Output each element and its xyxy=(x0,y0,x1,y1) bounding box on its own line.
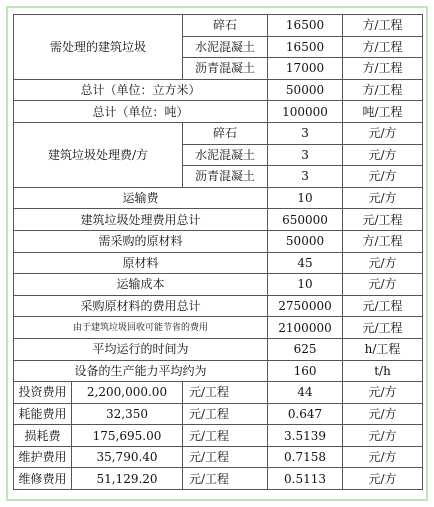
table-row xyxy=(14,360,423,382)
table-row xyxy=(14,295,423,317)
cost-label: 维护费用 xyxy=(14,446,72,468)
row-label: 由于建筑垃圾回收可能节省的费用 xyxy=(14,317,268,339)
table-row xyxy=(14,382,423,404)
cost-amount-unit: 元/工程 xyxy=(183,446,268,468)
cost-amount: 175,695.00 xyxy=(72,425,183,447)
cost-amount: 2,200,000.00 xyxy=(72,382,183,404)
sub-label: 碎石 xyxy=(183,122,268,144)
value-cell: 2100000 xyxy=(268,317,343,339)
row-label: 建筑垃圾处理费用总计 xyxy=(14,209,268,231)
value-cell: 45 xyxy=(268,252,343,274)
unit-cell: 元/方 xyxy=(343,446,423,468)
table-row xyxy=(14,317,423,339)
value-cell: 3 xyxy=(268,144,343,166)
row-label: 需处理的建筑垃圾 xyxy=(14,15,183,80)
unit-cell: 方/工程 xyxy=(343,15,423,37)
cost-amount-unit: 元/工程 xyxy=(183,425,268,447)
unit-cell: 方/工程 xyxy=(343,230,423,252)
unit-cell: 吨/工程 xyxy=(343,101,423,123)
table-row xyxy=(14,252,423,274)
unit-cell: 元/工程 xyxy=(343,295,423,317)
unit-cell: 元/方 xyxy=(343,187,423,209)
sub-label: 碎石 xyxy=(183,15,268,37)
unit-cell: 方/工程 xyxy=(343,58,423,80)
row-label: 建筑垃圾处理费/方 xyxy=(14,122,183,187)
unit-cell: 元/方 xyxy=(343,403,423,425)
table-row xyxy=(14,15,423,37)
row-label: 总计（单位：吨） xyxy=(14,101,268,123)
cost-table xyxy=(13,14,423,490)
value-cell: 50000 xyxy=(268,230,343,252)
row-label: 运输成本 xyxy=(14,274,268,296)
cost-amount-unit: 元/工程 xyxy=(183,382,268,404)
table-row xyxy=(14,446,423,468)
table-row xyxy=(14,101,423,123)
cost-amount-unit: 元/工程 xyxy=(183,468,268,490)
cost-per-unit: 0.5113 xyxy=(268,468,343,490)
unit-cell: h/工程 xyxy=(343,338,423,360)
table-row xyxy=(14,230,423,252)
unit-cell: 元/工程 xyxy=(343,317,423,339)
unit-cell: 元/方 xyxy=(343,144,423,166)
cost-per-unit: 0.7158 xyxy=(268,446,343,468)
value-cell: 10 xyxy=(268,187,343,209)
sub-label: 沥青混凝土 xyxy=(183,166,268,188)
value-cell: 3 xyxy=(268,166,343,188)
cost-per-unit: 3.5139 xyxy=(268,425,343,447)
unit-cell: 元/方 xyxy=(343,252,423,274)
cost-per-unit: 44 xyxy=(268,382,343,404)
value-cell: 100000 xyxy=(268,101,343,123)
value-cell: 650000 xyxy=(268,209,343,231)
table-row xyxy=(14,425,423,447)
unit-cell: 元/方 xyxy=(343,468,423,490)
unit-cell: 元/方 xyxy=(343,425,423,447)
row-label: 总计（单位：立方米） xyxy=(14,79,268,101)
unit-cell: 元/方 xyxy=(343,274,423,296)
unit-cell: t/h xyxy=(343,360,423,382)
value-cell: 10 xyxy=(268,274,343,296)
cost-label: 投资费用 xyxy=(14,382,72,404)
cost-amount: 32,350 xyxy=(72,403,183,425)
cost-label: 损耗费 xyxy=(14,425,72,447)
row-label: 平均运行的时间为 xyxy=(14,338,268,360)
row-label: 采购原材料的费用总计 xyxy=(14,295,268,317)
row-label: 需采购的原材料 xyxy=(14,230,268,252)
cost-label: 维修费用 xyxy=(14,468,72,490)
unit-cell: 元/方 xyxy=(343,382,423,404)
cost-amount: 51,129.20 xyxy=(72,468,183,490)
value-cell: 16500 xyxy=(268,36,343,58)
unit-cell: 元/工程 xyxy=(343,209,423,231)
table-row xyxy=(14,187,423,209)
value-cell: 50000 xyxy=(268,79,343,101)
table-row xyxy=(14,79,423,101)
table-row xyxy=(14,338,423,360)
table-row xyxy=(14,209,423,231)
value-cell: 625 xyxy=(268,338,343,360)
table-row xyxy=(14,403,423,425)
cost-label: 耗能费用 xyxy=(14,403,72,425)
value-cell: 3 xyxy=(268,122,343,144)
value-cell: 17000 xyxy=(268,58,343,80)
value-cell: 16500 xyxy=(268,15,343,37)
row-label: 运输费 xyxy=(14,187,268,209)
unit-cell: 元/方 xyxy=(343,166,423,188)
value-cell: 160 xyxy=(268,360,343,382)
row-label: 原材料 xyxy=(14,252,268,274)
sub-label: 水泥混凝土 xyxy=(183,36,268,58)
table-row xyxy=(14,468,423,490)
cost-amount: 35,790.40 xyxy=(72,446,183,468)
unit-cell: 元/方 xyxy=(343,122,423,144)
value-cell: 2750000 xyxy=(268,295,343,317)
cost-per-unit: 0.647 xyxy=(268,403,343,425)
sub-label: 水泥混凝土 xyxy=(183,144,268,166)
row-label: 设备的生产能力平均约为 xyxy=(14,360,268,382)
cost-amount-unit: 元/工程 xyxy=(183,403,268,425)
unit-cell: 方/工程 xyxy=(343,36,423,58)
sub-label: 沥青混凝土 xyxy=(183,58,268,80)
unit-cell: 方/工程 xyxy=(343,79,423,101)
table-row xyxy=(14,274,423,296)
table-row xyxy=(14,122,423,144)
